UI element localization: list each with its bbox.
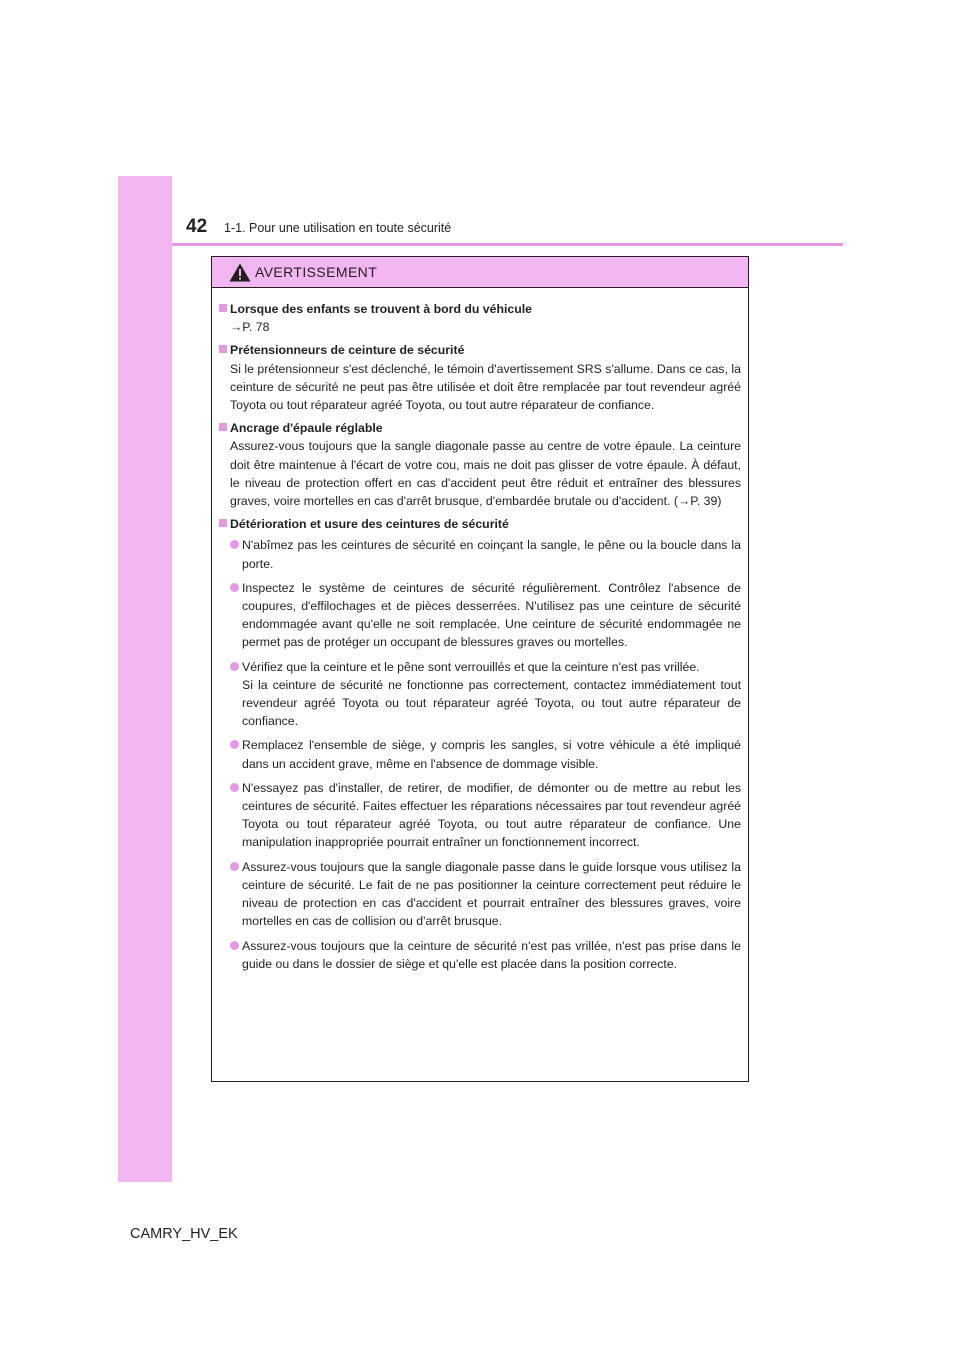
list-item: Assurez-vous toujours que la ceinture de sécurité n'est pas vrillée, n'est pas prise dans le guide ou dans le dossier de siège et qu'elle est placée dans la position correcte. [219,937,741,973]
section-heading: Détérioration et usure des ceintures de sécurité [230,517,509,532]
section-heading: Prétensionneurs de ceinture de sécurité [230,343,465,358]
round-bullet-icon [230,662,239,671]
square-bullet-icon [219,304,227,312]
list-item: N'essayez pas d'installer, de retirer, de modifier, de démonter ou de mettre au rebut les ceintures de sécurité. Faites effectuer les réparations nécessaires par tout revendeur agréé Toyota ou tout réparateur agréé Toyota, ou tout autre réparateur de confiance. Une manipulation inappropriée pourrait entraîner un fonctionnement incorrect. [219,779,741,852]
list-item: Inspectez le système de ceintures de sécurité régulièrement. Contrôlez l'absence de coupures, d'effilochages et de pièces desserrées. N'utilisez pas une ceinture de sécurité endommagée avant qu'elle ne soit remplacée. Une ceinture de sécurité endommagée ne permet pas de protéger un occupant de blessures graves ou mortelles. [219,579,741,652]
round-bullet-icon [230,783,239,792]
section-heading: Lorsque des enfants se trouvent à bord du véhicule [230,302,533,316]
section-heading: Ancrage d'épaule réglable [230,421,383,436]
warning-icon [229,263,251,282]
section-shoulder-anchor [219,419,741,510]
square-bullet-icon [219,345,227,353]
section-wear [219,515,741,973]
round-bullet-icon [230,862,239,871]
list-item: Assurez-vous toujours que la sangle diagonale passe dans le guide lorsque vous utilisez la ceinture de sécurité. Le fait de ne pas positionner la ceinture correctement peut réduire le niveau de protection en cas d'accident et pourrait entraîner des blessures graves, voire mortelles en cas de collision ou d'arrêt brusque. [219,858,741,931]
warning-header [212,257,748,288]
page-number: 42 [186,216,208,237]
warning-box [211,256,749,1082]
round-bullet-icon [230,583,239,592]
section-text: Assurez-vous toujours que la sangle diagonale passe au centre de votre épaule. La ceinture doit être maintenue à l'écart de votre cou, mais ne doit pas glisser de votre épaule. À défaut, le niveau de protection offert en cas d'accident peut être réduit et entraîner des blessures graves, voire mortelles en cas d'arrêt brusque, d'embardée brutale ou d'accident. (→P. 39) [230,439,741,509]
list-item: Vérifiez que la ceinture et le pêne sont verrouillés et que la ceinture n'est pas vrillée. Si la ceinture de sécurité ne fonctionne pas correctement, contactez immédiatement tout revendeur agréé Toyota ou tout réparateur agréé Toyota, ou tout autre réparateur de confiance. [219,658,741,731]
section-children [219,300,741,336]
chapter-sidebar-tab [118,176,172,1182]
header-divider [172,243,843,246]
document-code: CAMRY_HV_EK [130,1226,238,1242]
warning-title: AVERTISSEMENT [255,264,378,280]
warning-body [212,288,748,973]
square-bullet-icon [219,423,227,431]
section-pretensioners [219,341,741,414]
section-title: 1-1. Pour une utilisation en toute sécurité [224,221,452,235]
square-bullet-icon [219,519,227,527]
round-bullet-icon [230,740,239,749]
page-reference-link[interactable]: →P. 78 [230,320,270,335]
list-item: Remplacez l'ensemble de siège, y compris les sangles, si votre véhicule a été impliqué dans un accident grave, même en l'absence de dommage visible. [219,736,741,772]
list-item: N'abîmez pas les ceintures de sécurité en coinçant la sangle, le pêne ou la boucle dans la porte. [219,536,741,572]
round-bullet-icon [230,540,239,549]
section-text: Si le prétensionneur s'est déclenché, le témoin d'avertissement SRS s'allume. Dans ce cas, la ceinture de sécurité ne peut pas être utilisée et doit être remplacée par tout revendeur agréé Toyota ou tout réparateur agréé Toyota, ou tout autre réparateur de confiance. [230,361,741,413]
round-bullet-icon [230,941,239,950]
